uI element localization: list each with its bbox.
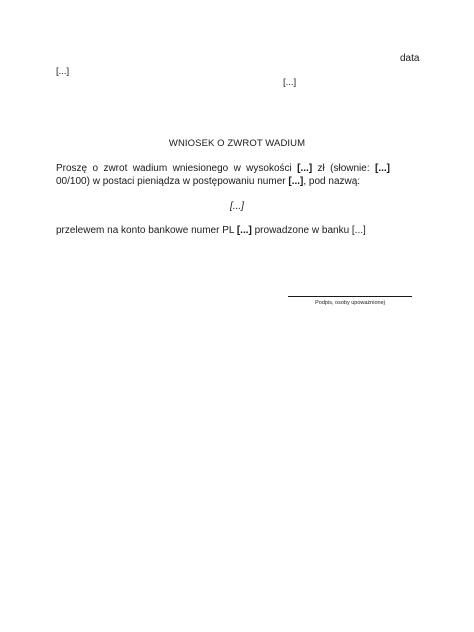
paragraph-text-4: , pod nazwą: (303, 175, 361, 187)
transfer-text-2: prowadzone w banku [...] (251, 225, 366, 236)
paragraph-text-2: zł (słownie: (312, 163, 376, 174)
request-paragraph (56, 163, 390, 188)
transfer-text-1: przelewem na konto bankowe numer PL (56, 225, 237, 236)
paragraph-text-1: Proszę o zwrot wadium wniesionego w wysokości (56, 163, 298, 174)
signature-caption: Podpis, osoby upoważnionej (315, 300, 385, 306)
date-label: data (400, 53, 420, 64)
signature-line (288, 296, 412, 297)
paragraph-text-3: 00/100) w postaci pieniądza w postępowaniu numer (56, 175, 289, 187)
procedure-number-placeholder: [...] (288, 175, 304, 187)
account-number-placeholder: [...] (236, 225, 252, 236)
sender-placeholder: [...] (56, 66, 70, 77)
amount-words-placeholder: [...] (375, 163, 391, 174)
procedure-name-placeholder: [...] (230, 201, 244, 212)
recipient-placeholder: [...] (283, 77, 297, 88)
document-title: WNIOSEK O ZWROT WADIUM (168, 138, 306, 149)
amount-placeholder: [...] (297, 163, 313, 174)
transfer-line (56, 225, 366, 236)
